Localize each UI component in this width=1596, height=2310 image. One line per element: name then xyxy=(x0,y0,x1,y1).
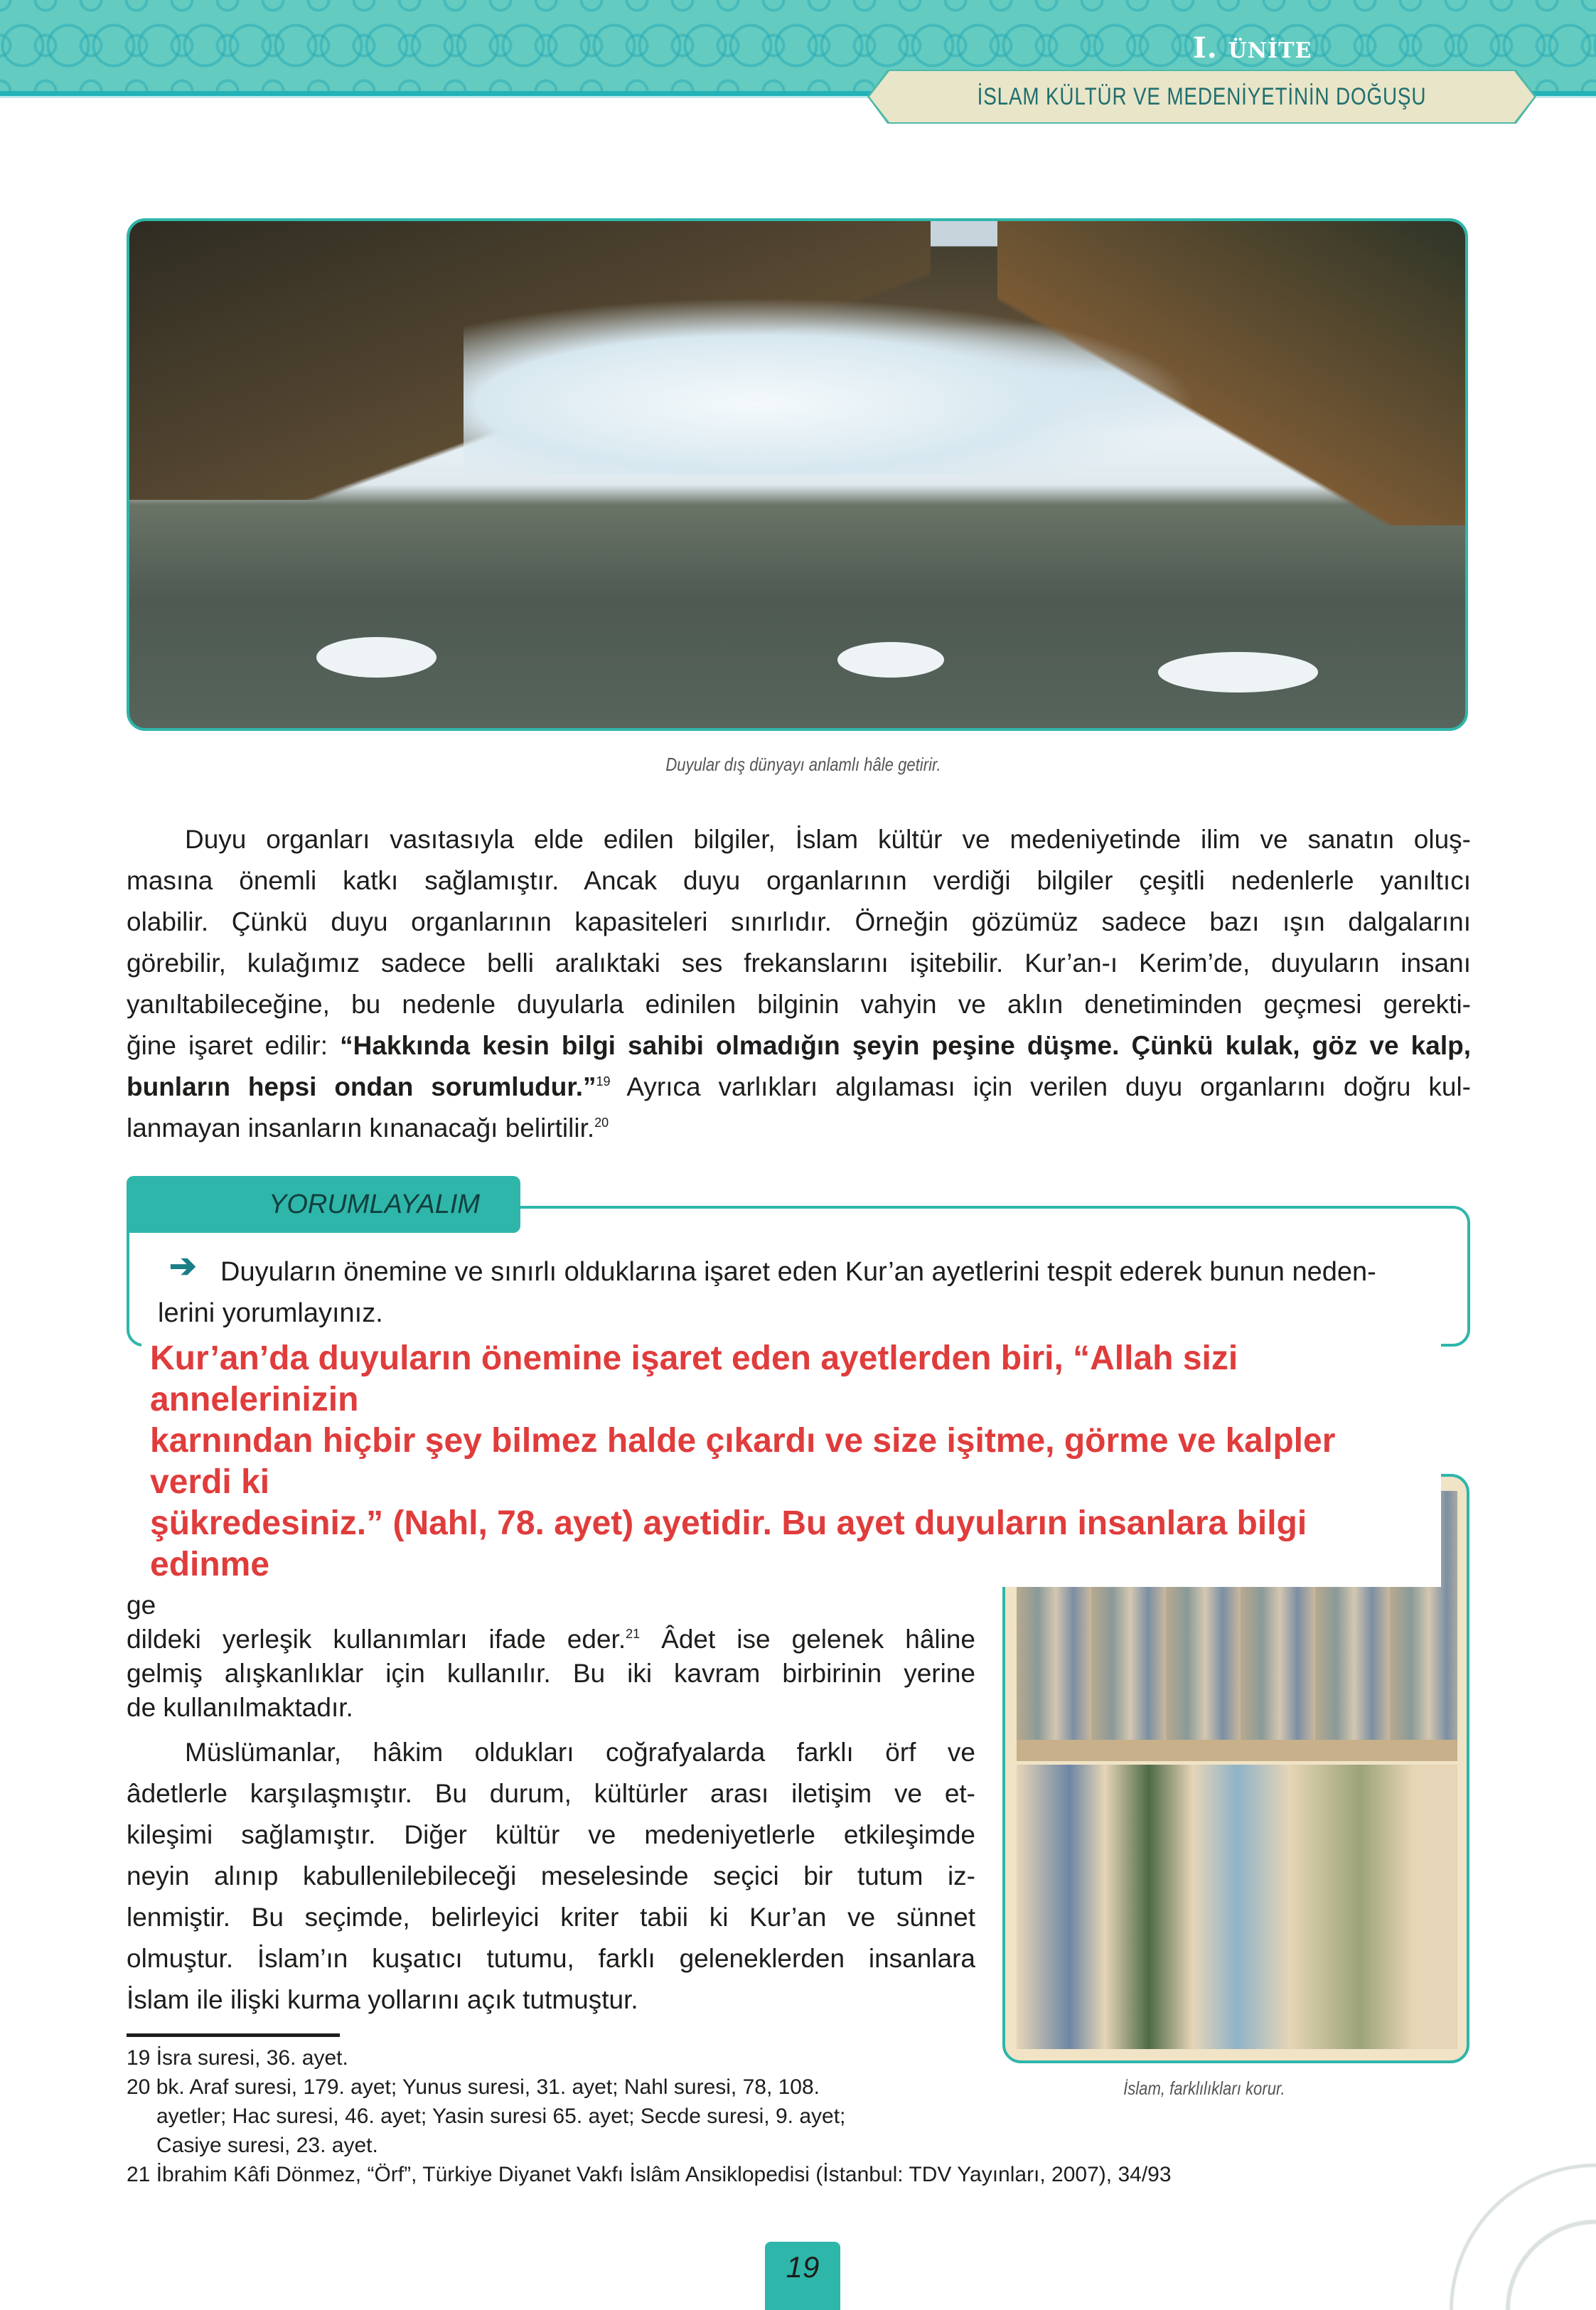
activity-title: YORUMLAYALIM xyxy=(127,1176,520,1233)
quote-text: “Hakkında kesin bilgi sahibi olmadığın şeyin peşine düşme. Çünkü kulak, göz ve kalp, xyxy=(340,1031,1471,1060)
footnote-divider xyxy=(127,2033,340,2037)
text-line: kileşimi sağlamıştır. Diğer kültür ve medeniyetlerle etkileşimde xyxy=(127,1820,975,1849)
footnote-ref: 19 xyxy=(596,1074,611,1089)
answer-line: verdi ki xyxy=(150,1463,270,1501)
footnote-ref: 21 xyxy=(626,1627,641,1641)
unit-word: ÜNİTE xyxy=(1228,38,1312,63)
footnote: 19 İsra suresi, 36. ayet. xyxy=(127,2046,348,2070)
page-number: 19 xyxy=(765,2242,840,2310)
arrow-right-icon: ➔ xyxy=(169,1247,197,1284)
footnote-ref: 20 xyxy=(594,1116,609,1130)
text: ğine işaret edilir: xyxy=(127,1031,341,1060)
text-line: İslam ile ilişki kurma yollarını açık tutmuştur. xyxy=(127,1985,638,2014)
text-line: görebilir, kulağımız sadece belli aralıktaki ses frekanslarını işitebilir. Kur’an-ı Kerim’de, duyuların insanı xyxy=(127,948,1471,978)
answer-overlay[interactable] xyxy=(141,1338,1441,1587)
activity-text: Duyuların önemine ve sınırlı olduklarına işaret eden Kur’an ayetlerini tespit ederek bunun neden- xyxy=(220,1257,1376,1287)
text-line: olmuştur. İslam’ın kuşatıcı tutumu, farklı geleneklerden insanlara xyxy=(127,1944,975,1973)
footnote: 21 İbrahim Kâfi Dönmez, “Örf”, Türkiye Diyanet Vakfı İslâm Ansiklopedisi (İstanbul: TDV Yayınları, 2007), 34/93 xyxy=(127,2163,1172,2186)
text-line: de kullanılmaktadır. xyxy=(127,1693,353,1722)
text-line: âdetlerle karşılaşmıştır. Bu durum, kültürler arası iletişim ve et- xyxy=(127,1779,975,1808)
answer-line: şükredesiniz.” (Nahl, 78. ayet) ayetidir. Bu ayet duyuların insanlara bilgi xyxy=(150,1504,1307,1542)
text-line: Müslümanlar, hâkim oldukları coğrafyalarda farklı örf ve xyxy=(185,1738,975,1767)
text: lanmayan insanların kınanacağı belirtilir. xyxy=(127,1113,595,1143)
text-line: olabilir. Çünkü duyu organlarının kapasiteleri sınırlıdır. Örneğin gözümüz sadece bazı ışın dalgalarını xyxy=(127,907,1471,936)
answer-line: edinme xyxy=(150,1546,270,1583)
footnote: 20 bk. Araf suresi, 179. ayet; Yunus suresi, 31. ayet; Nahl suresi, 78, 108. xyxy=(127,2075,820,2099)
text: Ayrıca varlıkları algılaması için verilen duyu organlarını doğru kul- xyxy=(610,1072,1472,1101)
text-line xyxy=(127,1066,1471,1108)
text-line: gelmiş alışkanlıklar için kullanılır. Bu iki kavram birbirinin yerine xyxy=(127,1659,975,1688)
footnote: ayetler; Hac suresi, 46. ayet; Yasin suresi 65. ayet; Secde suresi, 9. ayet; xyxy=(156,2105,846,2128)
corner-ornament xyxy=(1383,2097,1596,2310)
unit-title: İSLAM KÜLTÜR VE MEDENİYETİNİN DOĞUŞU xyxy=(977,83,1427,110)
answer-line: karnından hiçbir şey bilmez halde çıkardı ve size işitme, görme ve kalpler xyxy=(150,1422,1336,1460)
illustration-caption: İslam, farklılıkları korur. xyxy=(1123,2078,1285,2099)
text-line xyxy=(127,1622,975,1657)
footnote: Casiye suresi, 23. ayet. xyxy=(156,2134,378,2157)
quote-text: bunların hepsi ondan sorumludur.” xyxy=(127,1072,596,1101)
text-line: ge xyxy=(127,1590,156,1620)
text-line xyxy=(127,1108,609,1149)
text-line: Duyu organları vasıtasıyla elde edilen bilgiler, İslam kültür ve medeniyetinde ilim ve sanatın oluş- xyxy=(185,825,1471,854)
text-line: lenmiştir. Bu seçimde, belirleyici kriter tabii ki Kur’an ve sünnet xyxy=(127,1903,975,1932)
text-line: masına önemli katkı sağlamıştır. Ancak duyu organlarının verdiği bilgiler çeşitli nedenlerle yanıltıcı xyxy=(127,866,1471,895)
activity-text: lerini yorumlayınız. xyxy=(158,1298,383,1328)
text-line: neyin alınıp kabullenilebileceği meselesinde seçici bir tutum iz- xyxy=(127,1861,975,1891)
photo-caption: Duyular dış dünyayı anlamlı hâle getirir. xyxy=(665,754,941,775)
text-line xyxy=(127,1025,1471,1066)
answer-line: Kur’an’da duyuların önemine işaret eden ayetlerden biri, “Allah sizi xyxy=(150,1340,1238,1377)
text: dildeki yerleşik kullanımları ifade eder. xyxy=(127,1625,626,1654)
unit-number: I. xyxy=(1193,31,1218,65)
text-line: yanıltabileceğine, bu nedenle duyularla edinilen bilginin vahyin ve aklın denetiminden geçmesi gerekti- xyxy=(127,990,1471,1019)
answer-line: annelerinizin xyxy=(150,1381,359,1418)
text: Âdet ise gelenek hâline xyxy=(640,1625,975,1654)
unit-label xyxy=(1193,31,1312,65)
glacier-photo xyxy=(127,218,1468,731)
